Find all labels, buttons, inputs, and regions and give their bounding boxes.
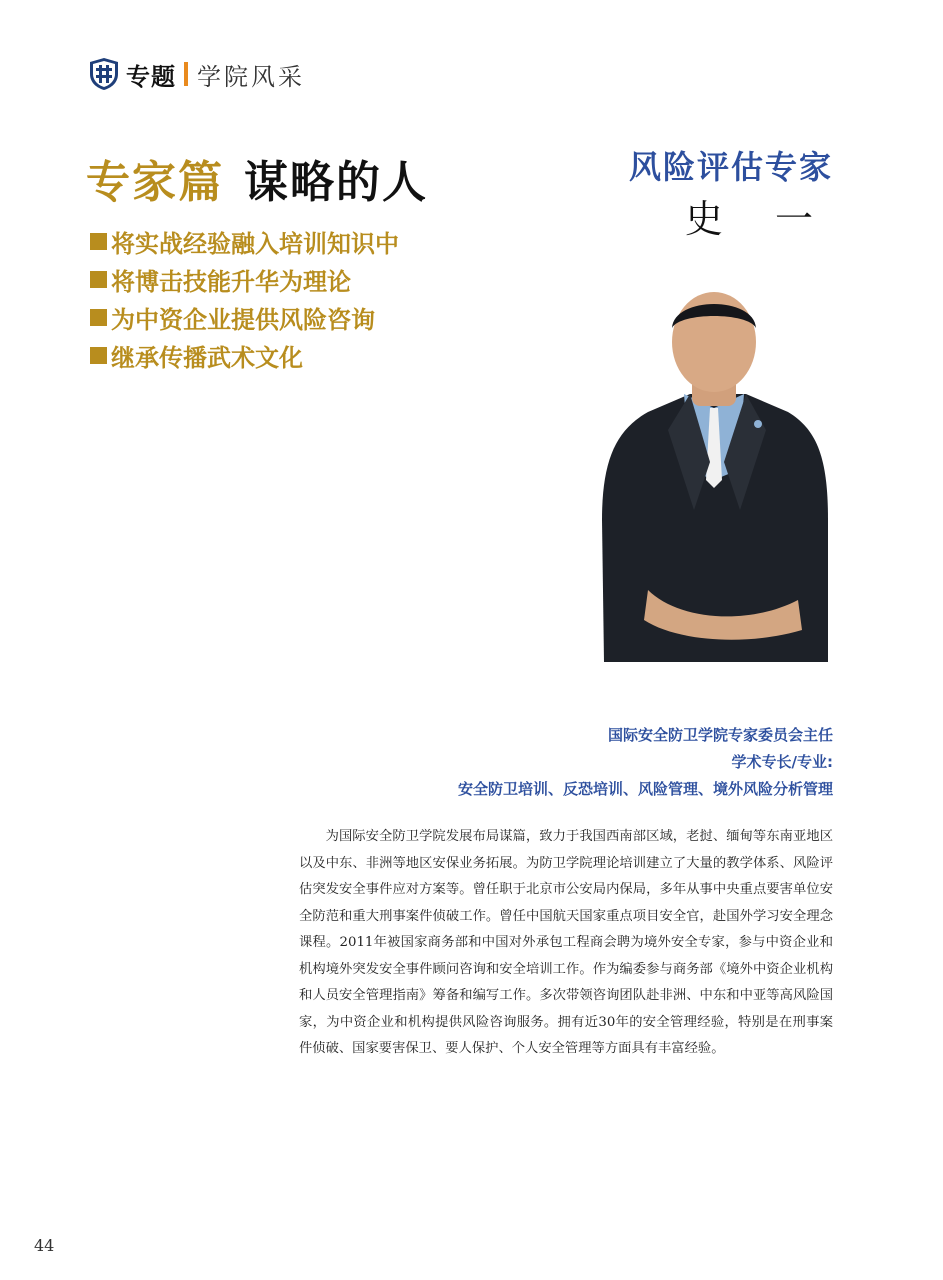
highlight-item (90, 298, 399, 336)
highlight-text: 继承传播武术文化 (111, 343, 303, 372)
subsection-label: 学院风采 (197, 62, 305, 91)
credential-position: 国际安全防卫学院专家委员会主任 (607, 726, 833, 744)
title-part-1: 专家篇 (86, 157, 224, 208)
highlight-text: 为中资企业提供风险咨询 (111, 305, 375, 334)
credential-specialties: 安全防卫培训、反恐培训、风险管理、境外风险分析管理 (457, 780, 833, 798)
header-divider (184, 62, 188, 86)
expert-name: 史 一 (684, 197, 833, 241)
shield-emblem-icon (88, 57, 120, 91)
section-label: 专题 (126, 62, 176, 91)
expert-portrait (598, 290, 831, 662)
bio-paragraph: 为国际安全防卫学院发展布局谋篇，致力于我国西南部区域，老挝、缅甸等东南亚地区以及中东、非洲等地区安保业务拓展。为防卫学院理论培训建立了大量的教学体系、风险评估突发安全事件应对方案等。曾任职于北京市公安局内保局，多年从事中央重点要害单位安全防范和重大刑事案件侦破工作。曾任中国航天国家重点项目安全官，赴国外学习安全理念课程。2011年被国家商务部和中国对外承包工程商会聘为境外安全专家，参与中资企业和机构境外突发安全事件顾问咨询和安全培训工作。作为编委参与商务部《境外中资企业机构和人员安全管理指南》筹备和编写工作。多次带领咨询团队赴非洲、中东和中亚等高风险国家，为中资企业和机构提供风险咨询服务。拥有近30年的安全管理经验，特别是在刑事案件侦破、国家要害保卫、要人保护、个人安全管理等方面具有丰富经验。 (299, 829, 833, 1056)
square-bullet-icon (90, 309, 107, 326)
highlight-item (90, 222, 399, 260)
expert-role: 风险评估专家 (628, 148, 833, 186)
highlight-item (90, 336, 399, 374)
square-bullet-icon (90, 271, 107, 288)
highlight-text: 将博击技能升华为理论 (111, 267, 351, 296)
highlight-text: 将实战经验融入培训知识中 (111, 229, 399, 258)
square-bullet-icon (90, 347, 107, 364)
highlight-item (90, 260, 399, 298)
square-bullet-icon (90, 233, 107, 250)
page-header (88, 56, 305, 92)
page-number: 44 (34, 1236, 55, 1255)
highlight-list (90, 222, 399, 374)
credential-specialty-label: 学术专长/专业: (731, 753, 833, 771)
title-part-2: 谋略的人 (244, 157, 428, 208)
article-title (86, 146, 428, 210)
credentials-block (458, 722, 833, 803)
